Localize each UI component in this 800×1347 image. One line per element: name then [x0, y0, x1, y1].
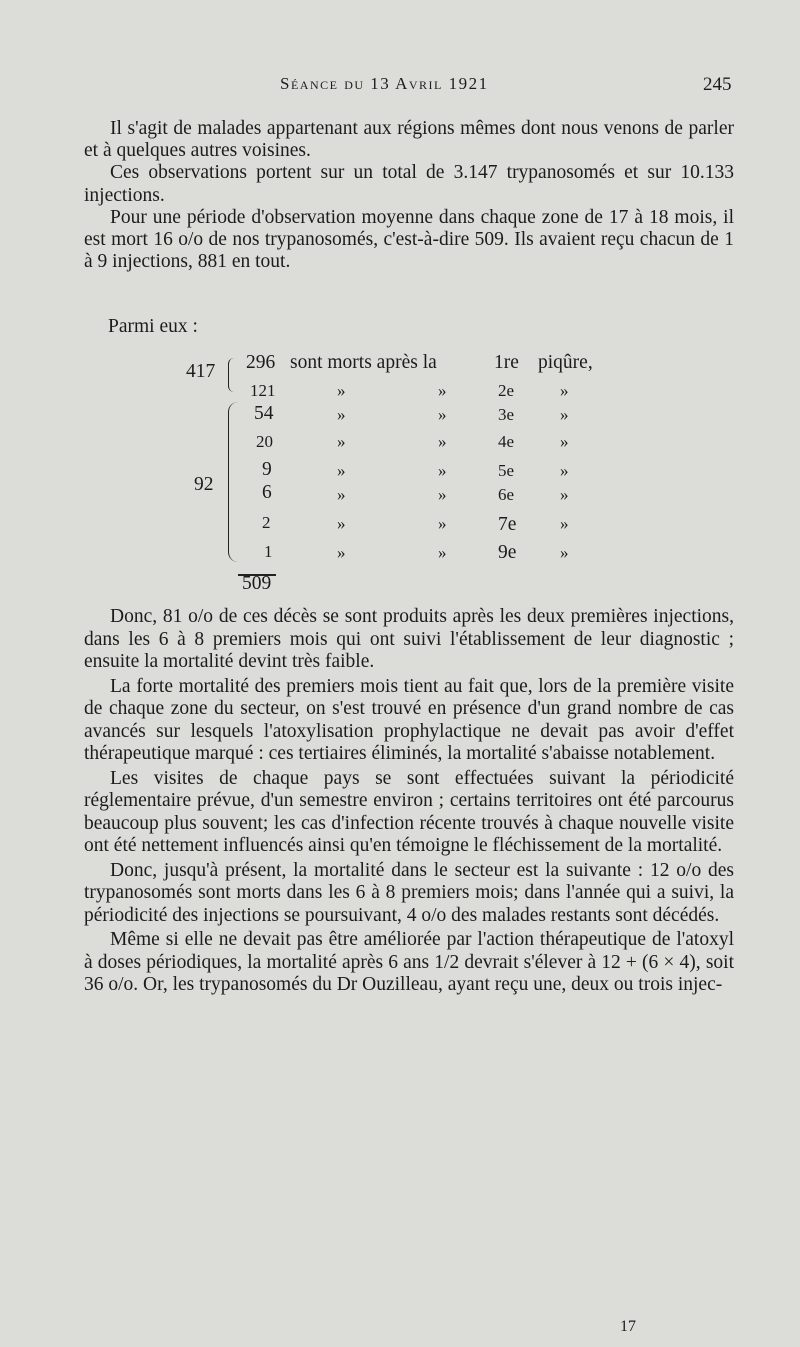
ditto: » [337, 543, 346, 562]
ordinal: 4e [498, 432, 515, 451]
ditto: » [438, 381, 447, 400]
ditto: » [438, 432, 447, 451]
running-title: Séance du 13 Avril 1921 [280, 74, 489, 93]
ordinal: 2e [498, 381, 515, 400]
count: 9 [262, 459, 272, 480]
ditto: » [560, 461, 569, 480]
list-intro: Parmi eux : [108, 316, 198, 337]
ditto: » [438, 514, 447, 533]
ordinal: 3e [498, 405, 515, 424]
total: 509 [242, 573, 272, 594]
group-total-92: 92 [194, 474, 214, 495]
ditto: » [560, 514, 569, 533]
ditto: » [337, 461, 346, 480]
paragraph: La forte mortalité des premiers mois tient au fait que, lors de la première visite de chaque zone du secteur, on s'est trouvé en présence d'un grand nombre de cas avancés sur lesquels l'atoxylisation prophylactique ne devait pas avoir d'effet thérapeutique marqué : ces tertiaires éliminés, la mortalité s'abaisse notablement. [84, 675, 734, 764]
brace [228, 402, 239, 562]
count: 6 [262, 482, 272, 503]
paragraph: Les visites de chaque pays se sont effectuées suivant la périodicité réglementaire prévue, d'un semestre environ ; certains territoires ont été parcourus beaucoup plus souvent; les cas d'infection récente trouvés à chaque nouvelle visite ont été nettement influencés ainsi qu'en témoigne le fléchissement de la mortalité. [84, 767, 734, 856]
group-total-417: 417 [186, 361, 216, 382]
count: 2 [262, 513, 271, 532]
count: 1 [264, 542, 273, 561]
ditto: » [560, 543, 569, 562]
count: 20 [256, 432, 273, 451]
ditto: » [438, 461, 447, 480]
ditto: » [337, 405, 346, 424]
paragraph: Donc, jusqu'à présent, la mortalité dans le secteur est la suivante : 12 o/o des trypanosomés sont morts dans les 6 à 8 premiers mois; dans l'année qui a suivi, la périodicité des injections se poursuivant, 4 o/o des malades restants sont décédés. [84, 859, 734, 926]
ordinal: 6e [498, 485, 515, 504]
paragraph: Pour une période d'observation moyenne dans chaque zone de 17 à 18 mois, il est mort 16 o/o de nos trypanosomés, c'est-à-dire 509. Ils avaient reçu chacun de 1 à 9 injections, 881 en tout. [84, 206, 734, 273]
count: 54 [254, 403, 274, 424]
ditto: » [337, 514, 346, 533]
count-first: 296 [246, 352, 276, 373]
body-text-bottom [84, 606, 734, 997]
ordinal-first: 1re [494, 352, 519, 373]
first-row-last: piqûre, [538, 352, 593, 373]
ordinal: 5e [498, 461, 515, 480]
count: 121 [250, 381, 276, 400]
ditto: » [560, 381, 569, 400]
paragraph: Donc, 81 o/o de ces décès se sont produits après les deux premières injections, dans les 6 à 8 premiers mois qui ont suivi l'établissement de leur diagnostic ; ensuite la mortalité devint très faible. [84, 606, 734, 672]
ditto: » [560, 405, 569, 424]
ditto: » [337, 432, 346, 451]
paragraph: Il s'agit de malades appartenant aux régions mêmes dont nous venons de parler et à quelques autres voisines. [84, 118, 734, 162]
page-number: 245 [703, 74, 732, 95]
brace [228, 358, 239, 392]
ditto: » [337, 381, 346, 400]
ditto: » [560, 485, 569, 504]
first-row-text: sont morts après la [290, 352, 437, 373]
ordinal: 9e [498, 542, 517, 563]
paragraph: Ces observations portent sur un total de 3.147 trypanosomés et sur 10.133 injections. [84, 162, 734, 206]
ditto: » [560, 432, 569, 451]
signature-mark: 17 [620, 1318, 636, 1335]
ordinal: 7e [498, 514, 517, 535]
ditto: » [438, 543, 447, 562]
ditto: » [438, 485, 447, 504]
ditto: » [337, 485, 346, 504]
ditto: » [438, 405, 447, 424]
mortality-table [0, 0, 800, 620]
paragraph: Même si elle ne devait pas être améliorée par l'action thérapeutique de l'atoxyl à doses périodiques, la mortalité après 6 ans 1/2 devrait s'élever à 12 + (6 × 4), soit 36 o/o. Or, les trypanosomés du Dr Ouzilleau, ayant reçu une, deux ou trois injec- [84, 929, 734, 995]
